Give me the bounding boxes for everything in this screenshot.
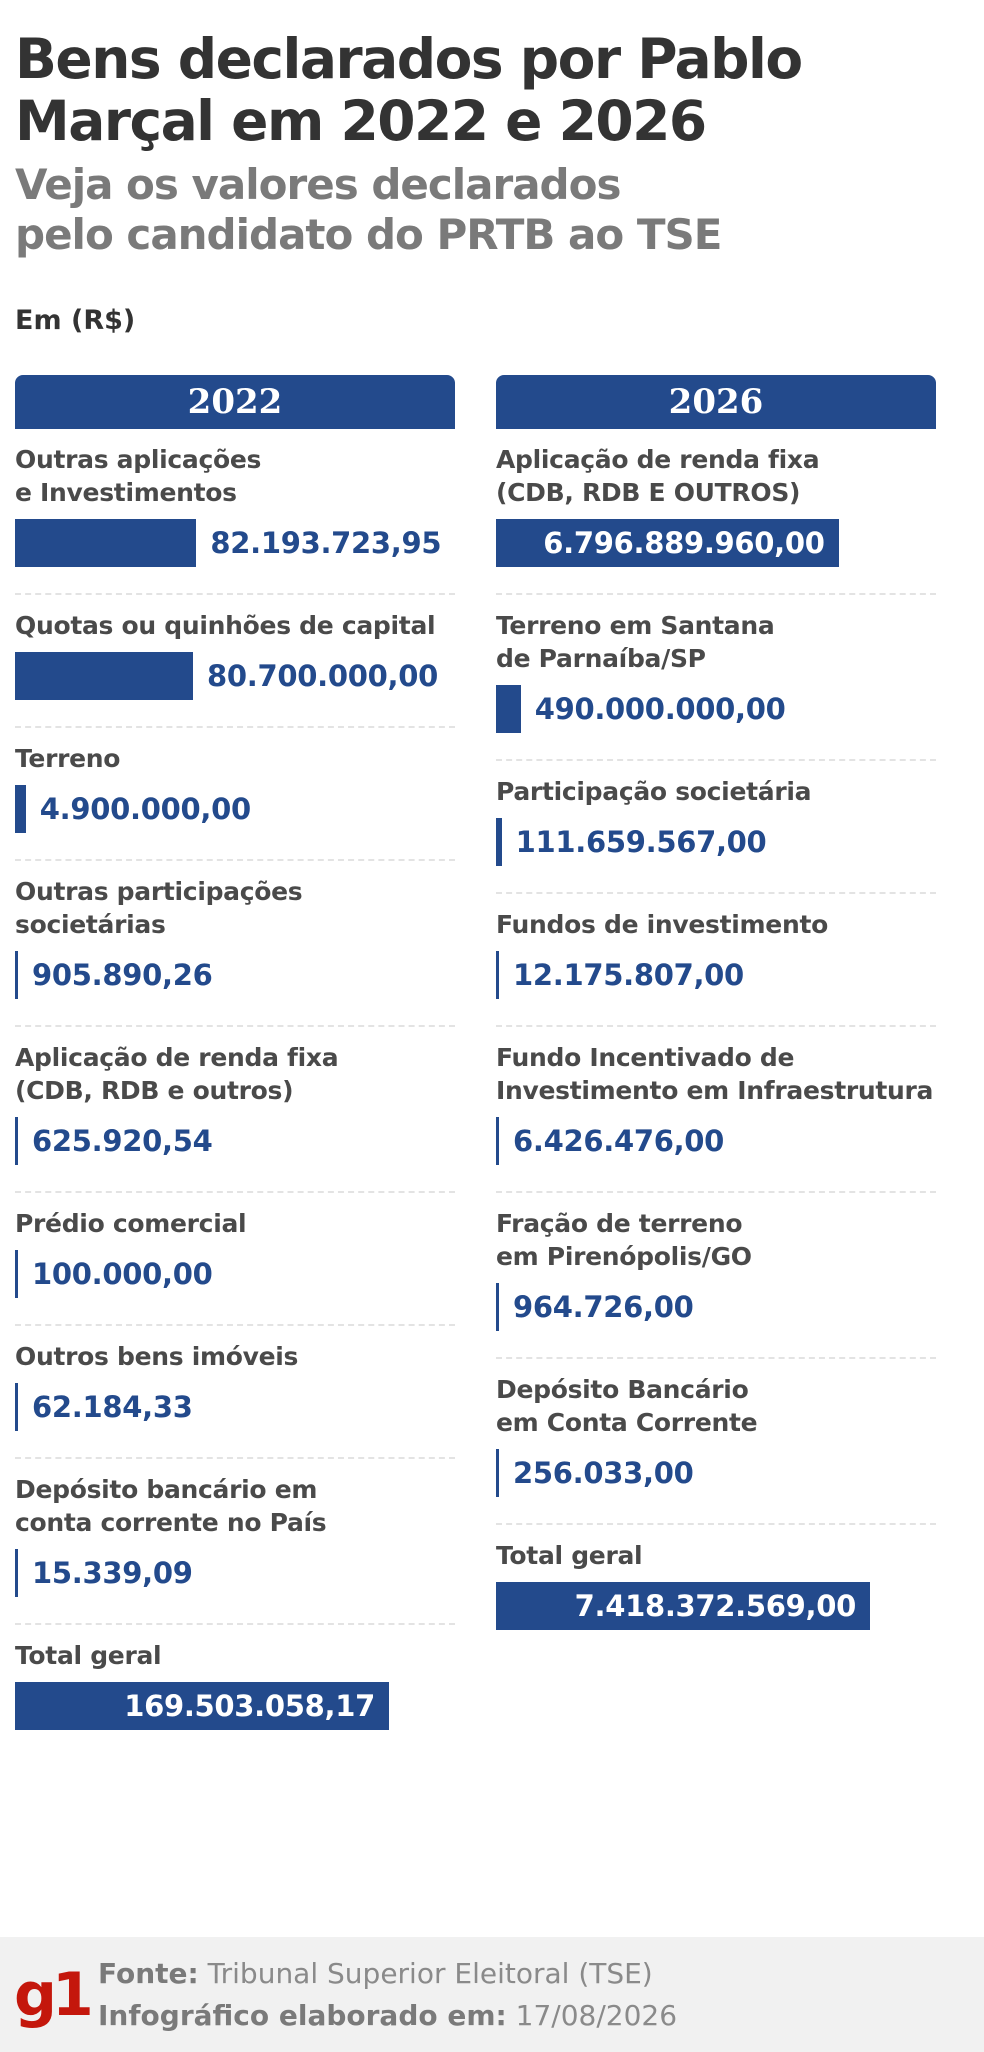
value-bar [496,1449,499,1497]
bar-item [15,861,455,1027]
value-bar [496,951,499,999]
source-line [98,1957,653,1990]
bar-row [496,1449,936,1497]
total-item [496,1525,936,1656]
value-bar [15,652,193,700]
bar-row [15,1250,455,1298]
value-bar [496,1283,499,1331]
bar-item [496,761,936,894]
category-label: Fundo Incentivado de Investimento em Infraestrutura [496,1043,934,1105]
value-bar [496,1117,499,1165]
bar-item [15,1027,455,1193]
date-line [98,1999,677,2032]
category-label: Aplicação de renda fixa (CDB, RDB e outros) [15,1043,339,1105]
bar-item [15,595,455,728]
bar-row [15,1383,455,1431]
value-bar [496,818,502,866]
bar-row [15,785,455,833]
value-label: 82.193.723,95 [210,526,442,560]
category-label: Participação societária [496,777,812,806]
value-label: 111.659.567,00 [515,825,767,859]
footer [0,1937,984,2052]
bar-item [15,1326,455,1459]
value-label: 6.426.476,00 [513,1124,725,1158]
bar-row [15,652,455,700]
value-label: 905.890,26 [32,958,213,992]
category-label: Outros bens imóveis [15,1342,299,1371]
bar-row [496,1117,936,1165]
value-bar [15,1117,18,1165]
value-bar [15,785,26,833]
category-label: Depósito bancário em conta corrente no País [15,1475,327,1537]
value-bar [15,1250,18,1298]
bar-item [496,894,936,1027]
bar-item [15,1459,455,1625]
date-label: Infográfico elaborado em: [98,1999,507,2032]
bar-row [496,818,936,866]
category-label: Outras aplicações e Investimentos [15,445,262,507]
bar-row [15,1117,455,1165]
value-bar [15,1383,18,1431]
value-label: 490.000.000,00 [534,692,786,726]
bar-row [496,519,936,567]
bar-item [496,1193,936,1359]
value-label: 256.033,00 [513,1456,694,1490]
page-title: Bens declarados por Pablo Marçal em 2022 e 2026 [15,27,802,153]
total-item [15,1625,455,1756]
bar-item [15,728,455,861]
subtitle-text: Veja os valores declarados pelo candidato do PRTB ao TSE [15,160,722,259]
bar-row [496,951,936,999]
category-label: Prédio comercial [15,1209,247,1238]
category-label: Terreno [15,744,121,773]
column-header-2022: 2022 [15,375,455,429]
bar-item [496,429,936,595]
bar-item [496,1027,936,1193]
bar-row [15,1549,455,1597]
bar-item [15,429,455,595]
category-label: Depósito Bancário em Conta Corrente [496,1375,758,1437]
bar-item [496,1359,936,1525]
total-label: Total geral [496,1541,643,1570]
bar-row [15,951,455,999]
items-2022 [15,429,455,1756]
bar-row [15,519,455,567]
category-label: Aplicação de renda fixa (CDB, RDB E OUTROS) [496,445,820,507]
bar-row [496,1582,936,1630]
value-bar [15,951,18,999]
category-label: Terreno em Santana de Parnaíba/SP [496,611,775,673]
value-label: 62.184,33 [32,1390,193,1424]
source-value: Tribunal Superior Eleitoral (TSE) [207,1957,653,1990]
unit-label: Em (R$) [15,305,136,336]
date-value: 17/08/2026 [515,1999,678,2032]
bar-row [496,1283,936,1331]
bar-row [15,1682,455,1730]
bar-item [15,1193,455,1326]
g1-logo: g1 [14,1960,89,2030]
column-2026 [496,375,936,1656]
value-label: 625.920,54 [32,1124,213,1158]
value-label: 12.175.807,00 [513,958,744,992]
total-value-label: 169.503.058,17 [124,1689,375,1723]
column-2022 [15,375,455,1756]
value-bar [15,519,196,567]
value-label: 964.726,00 [513,1290,694,1324]
bar-row [496,685,936,733]
category-label: Outras participações societárias [15,877,303,939]
column-header-2026: 2026 [496,375,936,429]
value-label: 100.000,00 [32,1257,213,1291]
value-label: 15.339,09 [32,1556,193,1590]
value-label: 80.700.000,00 [207,659,438,693]
value-bar [496,685,521,733]
value-label: 6.796.889.960,00 [543,526,825,560]
total-value-label: 7.418.372.569,00 [574,1589,856,1623]
total-label: Total geral [15,1641,162,1670]
page-subtitle [15,160,975,260]
category-label: Quotas ou quinhões de capital [15,611,436,640]
category-label: Fração de terreno em Pirenópolis/GO [496,1209,752,1271]
value-bar [15,1549,18,1597]
category-label: Fundos de investimento [496,910,828,939]
items-2026 [496,429,936,1656]
source-label: Fonte: [98,1957,199,1990]
bar-item [496,595,936,761]
value-label: 4.900.000,00 [39,792,251,826]
